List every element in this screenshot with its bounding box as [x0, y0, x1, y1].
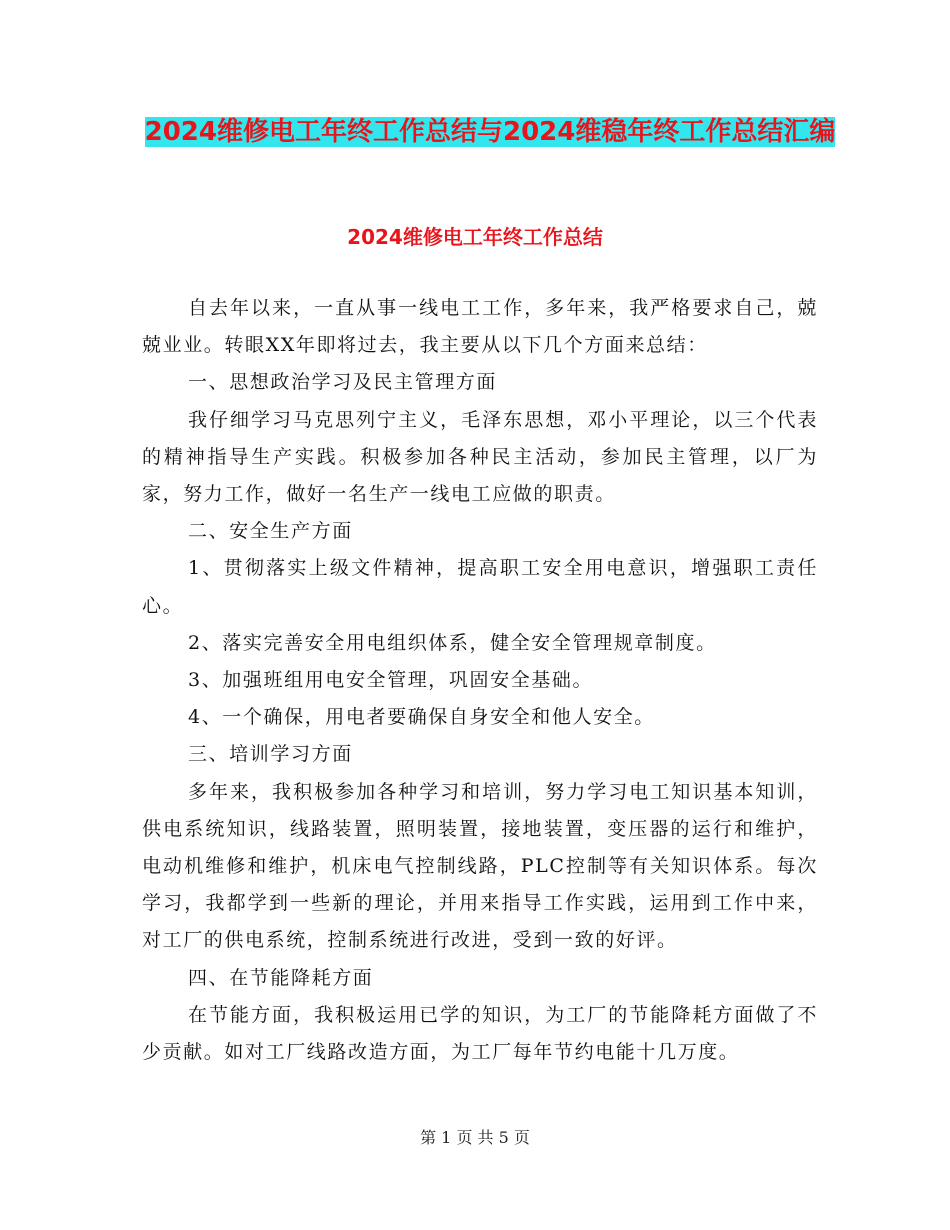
paragraph-energy-saving: 在节能方面，我积极运用已学的知识，为工厂的节能降耗方面做了不少贡献。如对工厂线路改造方面，为工厂每年节约电能十几万度。 — [142, 1003, 818, 1064]
heading-political-study: 一、思想政治学习及民主管理方面 — [188, 371, 498, 394]
document-body — [142, 290, 818, 1071]
page-number-footer: 第 1 页 共 5 页 — [420, 1128, 530, 1147]
heading-training: 三、培训学习方面 — [188, 743, 353, 766]
paragraph-political-study: 我仔细学习马克思列宁主义，毛泽东思想，邓小平理论，以三个代表的精神指导生产实践。积极参加各种民主活动，参加民主管理，以厂为家，努力工作，做好一名生产一线电工应做的职责。 — [142, 408, 818, 506]
list-item-safety-2: 2、落实完善安全用电组织体系，健全安全管理规章制度。 — [188, 631, 717, 654]
paragraph-intro: 自去年以来，一直从事一线电工工作，多年来，我严格要求自己，兢兢业业。转眼XX年即将过去，我主要从以下几个方面来总结： — [142, 297, 818, 357]
document-title-text: 2024维修电工年终工作总结与2024维稳年终工作总结汇编 — [144, 117, 836, 147]
heading-energy-saving: 四、在节能降耗方面 — [188, 966, 374, 989]
list-item-safety-4: 4、一个确保，用电者要确保自身安全和他人安全。 — [188, 706, 655, 729]
section-title: 2024维修电工年终工作总结 — [347, 225, 603, 249]
paragraph-training: 多年来，我积极参加各种学习和培训，努力学习电工知识基本知训，供电系统知识，线路装置，照明装置，接地装置，变压器的运行和维护，电动机维修和维护，机床电气控制线路，PLC控制等有关知识体系。每次学习，我都学到一些新的理论，并用来指导工作实践，运用到工作中来，对工厂的供电系统，控制系统进行改进，受到一致的好评。 — [142, 780, 818, 952]
list-item-safety-1: 1、贯彻落实上级文件精神，提高职工安全用电意识，增强职工责任心。 — [142, 557, 818, 617]
document-title — [140, 108, 840, 156]
list-item-safety-3: 3、加强班组用电安全管理，巩固安全基础。 — [188, 669, 594, 692]
heading-safety-production: 二、安全生产方面 — [188, 520, 353, 543]
